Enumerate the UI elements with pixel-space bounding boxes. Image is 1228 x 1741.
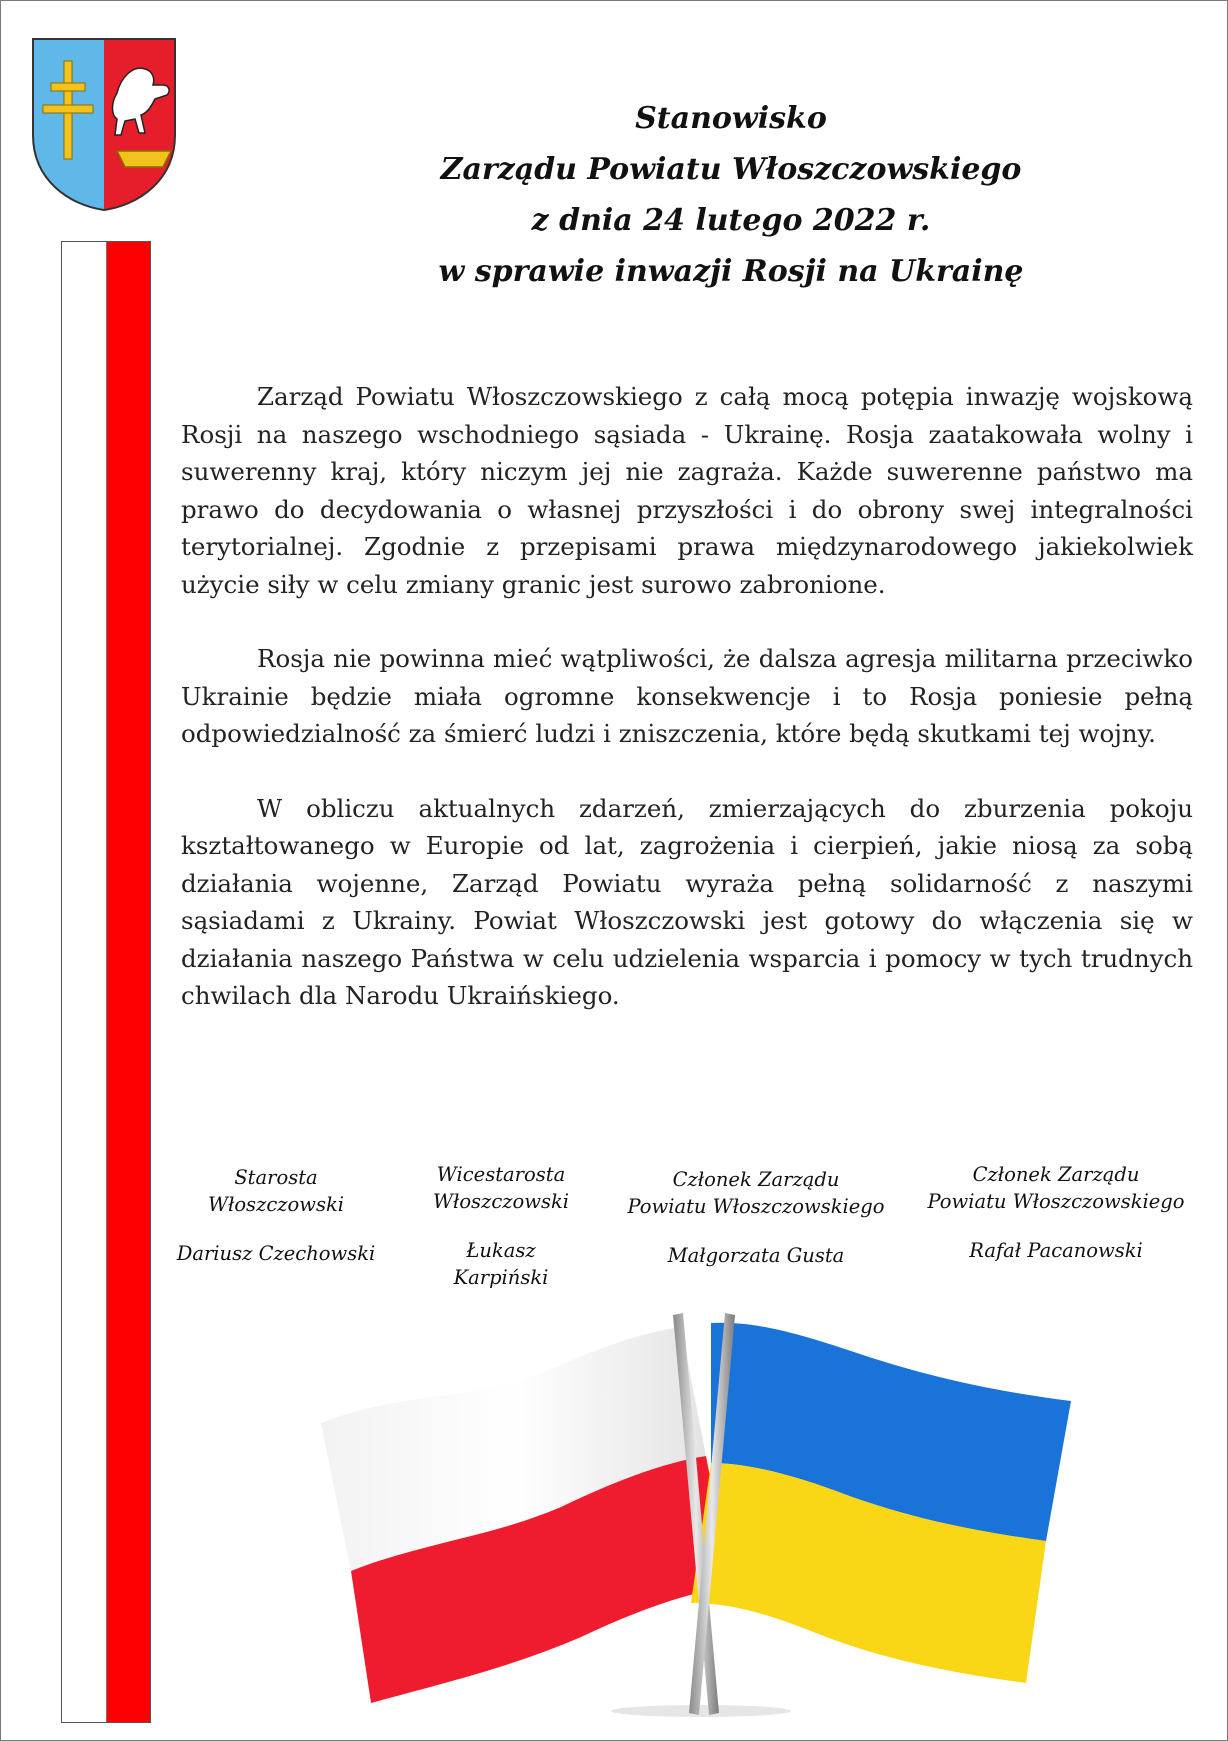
- signature-block-member-1: [616, 1166, 896, 1269]
- signature-role-2: Włoszczowski: [207, 1193, 345, 1216]
- signature-role-1: Wicestarosta: [436, 1163, 566, 1186]
- signature-role-2: Włoszczowski: [432, 1190, 570, 1213]
- crossed-flags-icon: [311, 1311, 1091, 1721]
- signature-name: Małgorzata Gusta: [667, 1244, 845, 1267]
- signature-block-wicestarosta: [421, 1161, 581, 1291]
- signature-role-1: Członek Zarządu: [672, 1168, 840, 1191]
- coat-of-arms-icon: [29, 35, 179, 213]
- polish-flag-stripe: [61, 241, 151, 1723]
- signature-role-2: Powiatu Włoszczowskiego: [927, 1190, 1185, 1213]
- document-body: [181, 378, 1193, 1052]
- signature-name: Rafał Pacanowski: [969, 1239, 1143, 1262]
- stripe-white: [62, 242, 106, 1722]
- paragraph-2: Rosja nie powinna mieć wątpliwości, że dalsza agresja militarna przeciwko Ukrainie będzie miała ogromne konsekwencje i to Rosja poniesie pełną odpowiedzialność za śmierć ludzi i zniszczenia, które będą skutkami tej wojny.: [181, 644, 1193, 748]
- paragraph-3: W obliczu aktualnych zdarzeń, zmierzających do zburzenia pokoju kształtowanego w Europie od lat, zagrożenia i cierpień, jakie niosą za sobą działania wojenne, Zarząd Powiatu wyraża pełną solidarność z naszymi sąsiadami z Ukrainy. Powiat Włoszczowski jest gotowy do włączenia się w działania naszego Państwa w celu udzielenia wsparcia i pomocy w tych trudnych chwilach dla Narodu Ukraińskiego.: [181, 793, 1193, 1010]
- title-line-4: w sprawie inwazji Rosji na Ukrainę: [438, 254, 1024, 289]
- title-line-3: z dnia 24 lutego 2022 r.: [531, 203, 931, 238]
- signature-block-starosta: [171, 1164, 381, 1267]
- signature-name: Dariusz Czechowski: [176, 1242, 376, 1265]
- signature-role-2: Powiatu Włoszczowskiego: [627, 1195, 885, 1218]
- stripe-red: [106, 242, 151, 1722]
- signature-block-member-2: [916, 1161, 1196, 1264]
- title-line-2: Zarządu Powiatu Włoszczowskiego: [440, 152, 1022, 187]
- title-line-1: Stanowisko: [635, 101, 827, 136]
- document-title: [271, 93, 1191, 297]
- paragraph-1: Zarząd Powiatu Włoszczowskiego z całą mocą potępia inwazję wojskową Rosji na naszego wschodniego sąsiada - Ukrainę. Rosja zaatakowała wolny i suwerenny kraj, który niczym jej nie zagraża. Każde suwerenne państwo ma prawo do decydowania o własnej przyszłości i do obrony swej integralności terytorialnej. Zgodnie z przepisami prawa międzynarodowego jakiekolwiek użycie siły w celu zmiany granic jest surowo zabronione.: [181, 382, 1193, 599]
- signature-role-1: Członek Zarządu: [972, 1163, 1140, 1186]
- signature-role-1: Starosta: [234, 1166, 318, 1189]
- signature-name: Łukasz Karpiński: [453, 1239, 549, 1289]
